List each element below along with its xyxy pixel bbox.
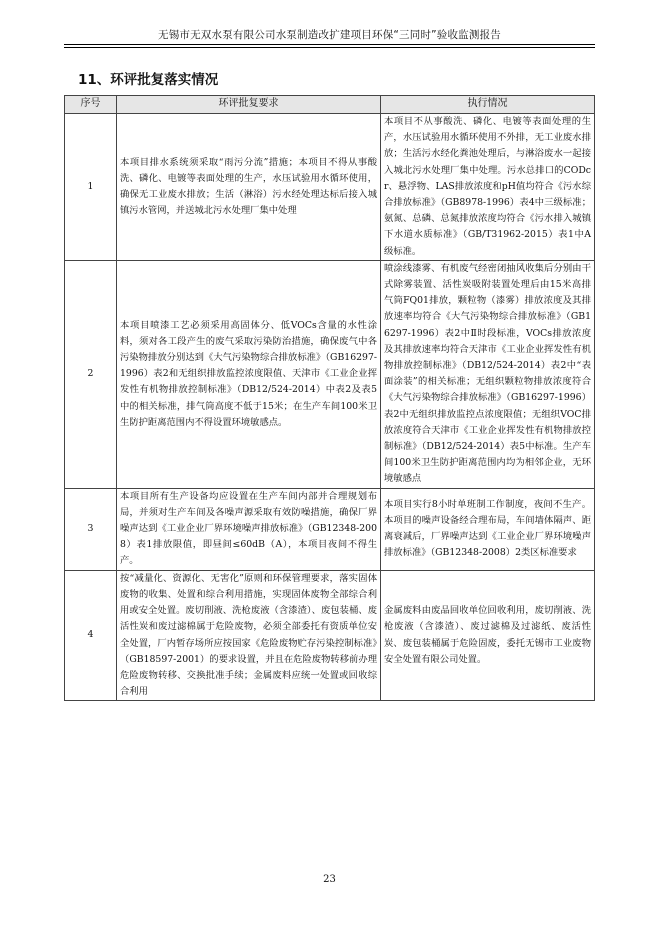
table-row: [65, 260, 595, 488]
requirement-cell: 本项目所有生产设备均应设置在生产车间内部并合理规划布局，并须对生产车间及各噪声源采取有效防噪措施，确保厂界噪声达到《工业企业厂界环境噪声排放标准》（GB12348-2008）表1排放限值，即昼间≤60dB（A），本项目夜间不得生产。: [117, 488, 381, 570]
requirement-cell: 本项目排水系统须采取“雨污分流”措施；本项目不得从事酸洗、磷化、电镀等表面处理的生产，水压试验用水循环使用，确保无工业废水排放；生活（淋浴）污水经处理达标后接入城镇污水管网，并送城北污水处理厂集中处理: [117, 114, 381, 261]
row-number: 3: [65, 488, 117, 570]
header-rule-thick: [64, 44, 595, 45]
row-number: 4: [65, 570, 117, 701]
table-row: [65, 570, 595, 701]
requirement-cell: 按“减量化、资源化、无害化”原则和环保管理要求，落实固体废物的收集、处置和综合利用措施，实现固体废物全部综合利用或安全处置。废切削液、洗枪废液（含漆渣）、废包装桶、废活性炭和废过滤棉属于危险废物，必须全部委托有资质单位安全处置，厂内暂存场所应按国家《危险废物贮存污染控制标准》（GB18597-2001）的要求设置，并且在危险废物转移前办理危险废物转移、交换批准手续；金属废料应统一处置或回收综合利用: [117, 570, 381, 701]
implementation-cell: 本项目不从事酸洗、磷化、电镀等表面处理的生产，水压试验用水循环使用不外排，无工业废水排放；生活污水经化粪池处理后，与淋浴废水一起接入城北污水处理厂集中处理。污水总排口的CODcr、悬浮物、LAS排放浓度和pH值均符合《污水综合排放标准》（GB8978-1996）表4中三级标准；氨氮、总磷、总氮排放浓度均符合《污水排入城镇下水道水质标准》（GB/T31962-2015）表1中A级标准。: [381, 114, 595, 261]
column-header-no: 序号: [65, 96, 117, 114]
implementation-cell: 本项目实行8小时单班制工作制度，夜间不生产。本项目的噪声设备经合理布局，车间墙体隔声、距离衰减后，厂界噪声达到《工业企业厂界环境噪声排放标准》（GB12348-2008）2类区标准要求: [381, 488, 595, 570]
implementation-cell: 喷涂线漆雾、有机废气经密闭抽风收集后分别由干式除雾装置、活性炭吸附装置处理后由15米高排气筒FQ01排放，颗粒物（漆雾）排放浓度及其排放速率均符合《大气污染物综合排放标准》（GB16297-1996）表2中Ⅱ时段标准，VOCs排放浓度及其排放速率均符合天津市《工业企业挥发性有机物排放控制标准》（DB12/524-2014）表2中“表面涂装”的相关标准；无组织颗粒物排放浓度符合《大气污染物综合排放标准》（GB16297-1996）表2中无组织排放监控点浓度限值；无组织VOC排放浓度符合天津市《工业企业挥发性有机物排放控制标准》（DB12/524-2014）表5中标准。生产车间100米卫生防护距离范围内均为相邻企业，无环境敏感点: [381, 260, 595, 488]
requirement-cell: 本项目喷漆工艺必须采用高固体分、低VOCs含量的水性涂料，须对各工段产生的废气采取污染防治措施，确保废气中各污染物排放分别达到《大气污染物综合排放标准》（GB16297-1996）表2和无组织排放监控浓度限值、天津市《工业企业挥发性有机物排放控制标准》（DB12/524-2014）中表2及表5中的相关标准，排气筒高度不低于15米；在生产车间100米卫生防护距离范围内不得设置环境敏感点。: [117, 260, 381, 488]
approval-requirements-table: [64, 95, 595, 701]
column-header-requirement: 环评批复要求: [117, 96, 381, 114]
table-row: [65, 114, 595, 261]
section-title: 11、环评批复落实情况: [78, 72, 219, 88]
column-header-implementation: 执行情况: [381, 96, 595, 114]
implementation-cell: 金属废料由废品回收单位回收利用，废切削液、洗枪废液（含漆渣）、废过滤棉及过滤纸、废活性炭、废包装桶属于危险固废，委托无锡市工业废物安全处置有限公司处置。: [381, 570, 595, 701]
page-number: 23: [323, 874, 336, 885]
report-header: 无锡市无双水泵有限公司水泵制造改扩建项目环保“三同时”验收监测报告: [158, 29, 501, 41]
row-number: 2: [65, 260, 117, 488]
table-header-row: [65, 96, 595, 114]
row-number: 1: [65, 114, 117, 261]
table-row: [65, 488, 595, 570]
header-rule-thin: [64, 47, 595, 48]
